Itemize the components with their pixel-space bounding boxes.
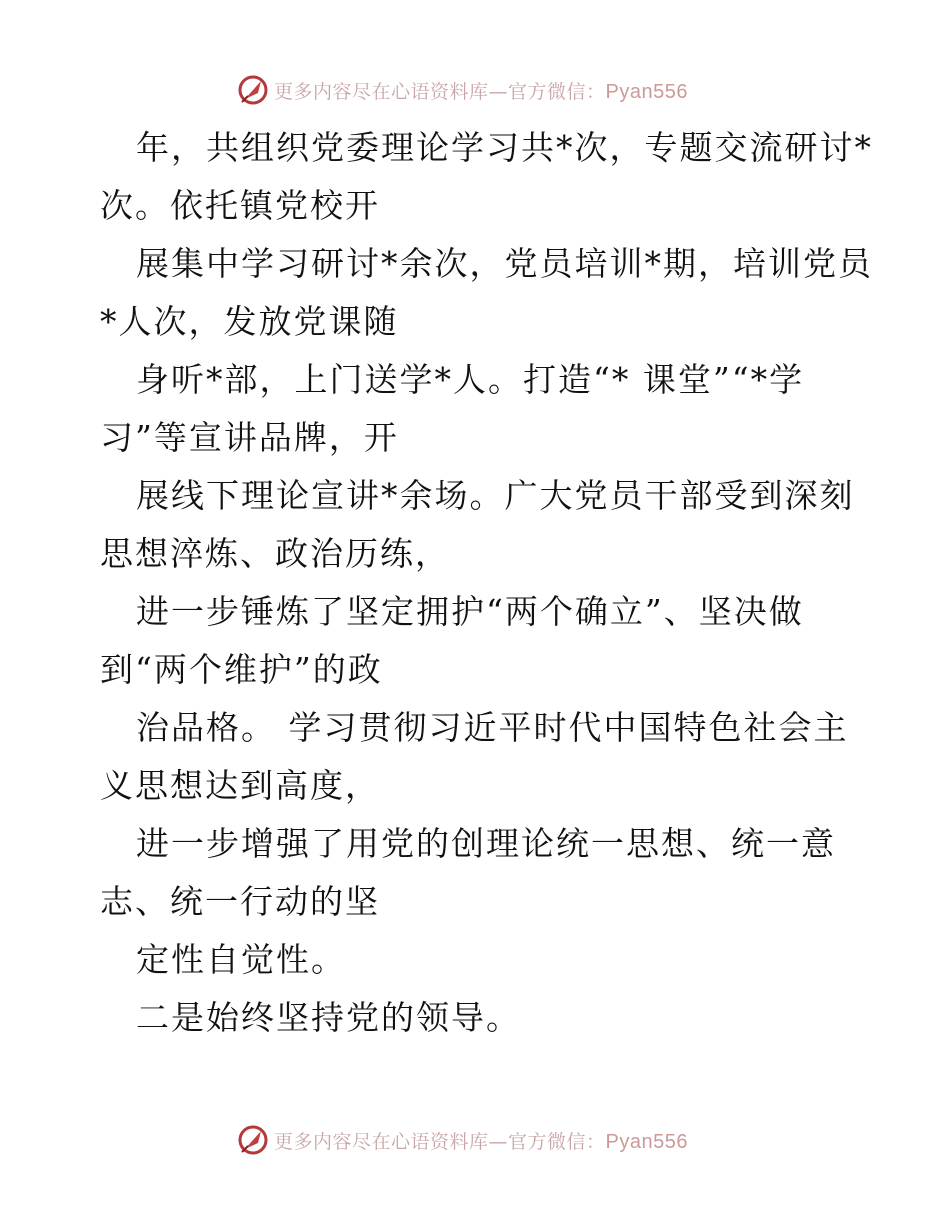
text-line: 到“两个维护”的政 — [100, 650, 383, 689]
watermark-text: 更多内容尽在心语资料库—官方微信：Pyan556 — [274, 1130, 688, 1153]
text-line: 思想淬炼、政治历练， — [100, 534, 450, 573]
text-line: 年，共组织党委理论学习共*次，专题交流研讨* — [136, 128, 873, 167]
text-line: *人次，发放党课随 — [100, 302, 399, 341]
text-line: 进一步锤炼了坚定拥护“两个确立”、坚决做 — [136, 592, 804, 631]
header-watermark — [236, 72, 756, 108]
feather-pen-logo-icon — [236, 73, 270, 107]
text-line: 身听*部，上门送学*人。打造“* 课堂”“*学 — [136, 360, 805, 399]
text-line: 次。依托镇党校开 — [100, 186, 380, 225]
text-line: 义思想达到高度， — [100, 766, 380, 805]
text-line: 志、统一行动的坚 — [100, 882, 380, 921]
footer-watermark — [236, 1122, 756, 1158]
feather-pen-logo-icon — [236, 1123, 270, 1157]
text-line: 习”等宣讲品牌，开 — [100, 418, 399, 457]
text-line: 展线下理论宣讲*余场。广大党员干部受到深刻 — [136, 476, 855, 515]
text-line: 二是始终坚持党的领导。 — [136, 998, 521, 1037]
watermark-text: 更多内容尽在心语资料库—官方微信：Pyan556 — [274, 80, 688, 103]
text-line: 展集中学习研讨*余次，党员培训*期，培训党员 — [136, 244, 873, 283]
watermark-account: Pyan556 — [605, 80, 688, 103]
text-line: 进一步增强了用党的创理论统一思想、统一意 — [136, 824, 836, 863]
text-line: 治品格。 学习贯彻习近平时代中国特色社会主 — [136, 708, 849, 747]
watermark-account: Pyan556 — [605, 1130, 688, 1153]
text-line: 定性自觉性。 — [136, 940, 346, 979]
